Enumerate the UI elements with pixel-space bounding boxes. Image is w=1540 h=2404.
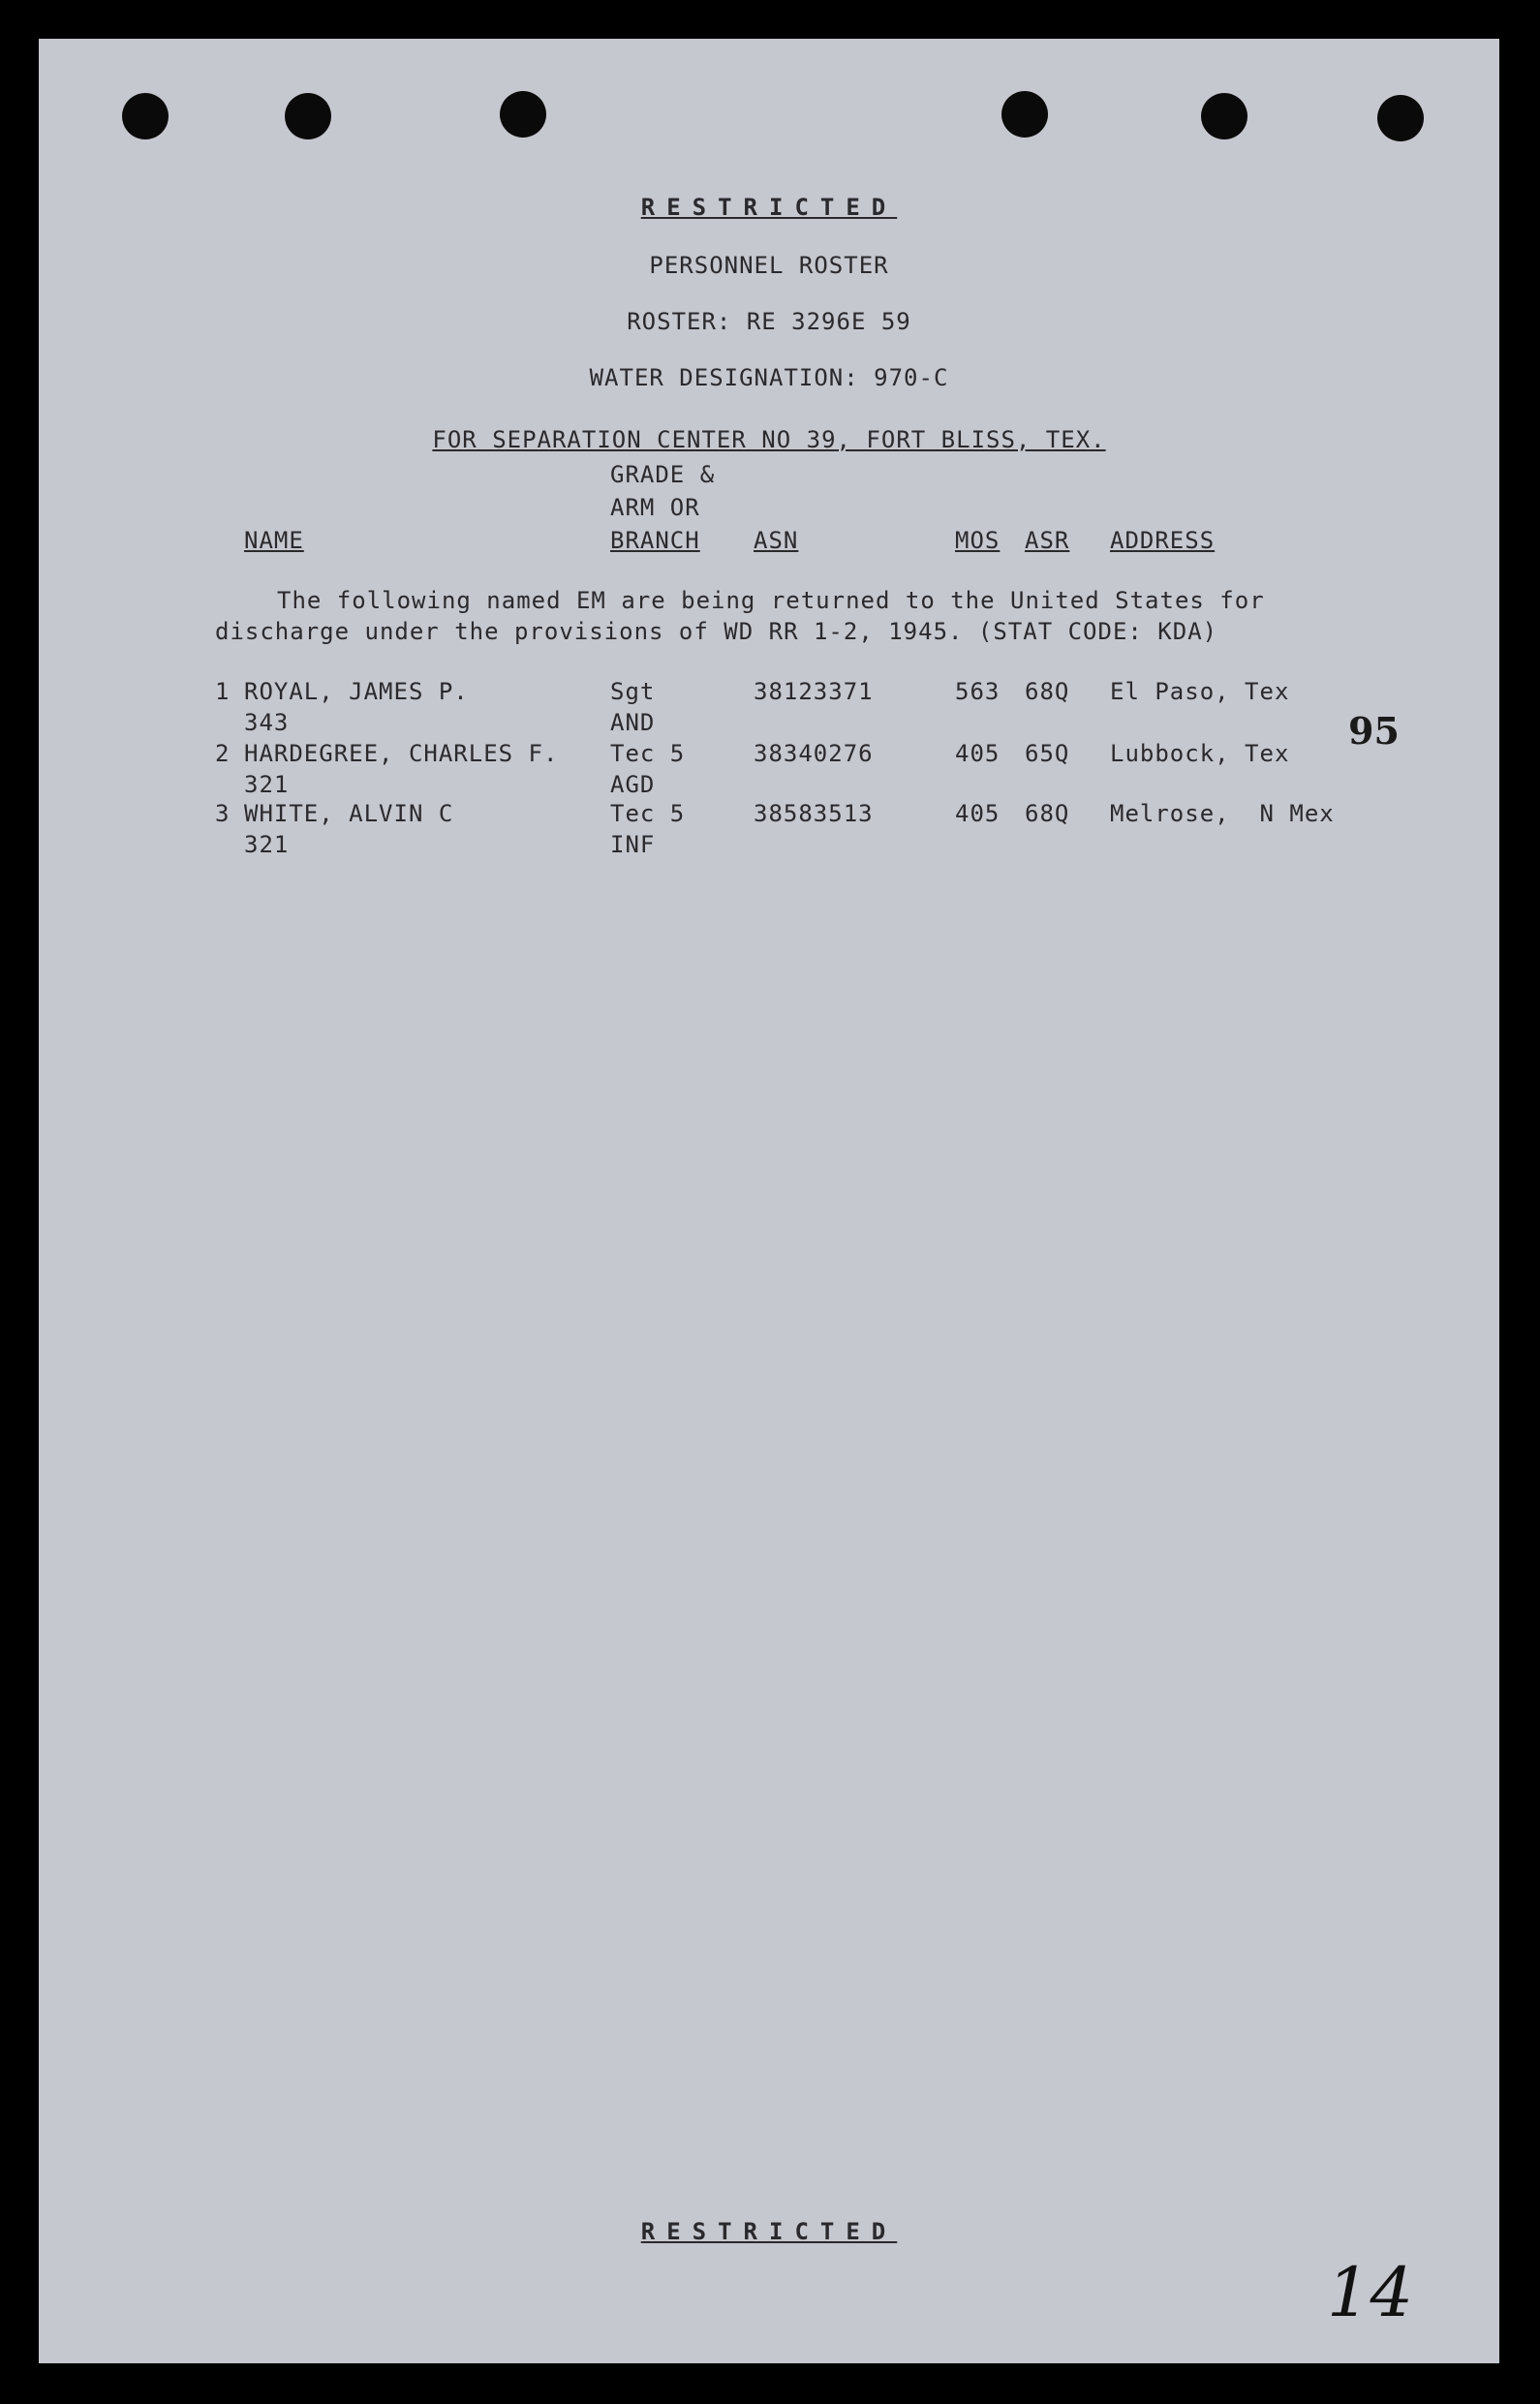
classification-footer: RESTRICTED — [640, 2218, 898, 2245]
row-asn: 38583513 — [754, 800, 874, 827]
column-grade-line1: GRADE & — [610, 461, 716, 488]
column-grade-line3: BRANCH — [610, 527, 700, 554]
row-address: El Paso, Tex — [1110, 678, 1290, 705]
stamped-number: 95 — [1348, 709, 1400, 753]
roster-number: ROSTER: RE 3296E 59 — [627, 308, 911, 335]
column-asn: ASN — [754, 527, 799, 554]
row-name: HARDEGREE, CHARLES F. — [244, 740, 559, 767]
row-name: ROYAL, JAMES P. — [244, 678, 469, 705]
row-number: 3 — [215, 800, 231, 827]
row-mos: 563 — [955, 678, 1001, 705]
row-mos: 405 — [955, 800, 1001, 827]
row-grade: Tec 5 — [610, 740, 686, 767]
column-address: ADDRESS — [1110, 527, 1216, 554]
row-asr: 68Q — [1025, 800, 1070, 827]
row-asn: 38123371 — [754, 678, 874, 705]
row-sub-number: 321 — [244, 831, 290, 858]
destination-line: FOR SEPARATION CENTER NO 39, FORT BLISS, TEX. — [432, 426, 1106, 453]
intro-line-2: discharge under the provisions of WD RR 1-2, 1945. (STAT CODE: KDA) — [215, 618, 1218, 645]
column-name: NAME — [244, 527, 304, 554]
row-asr: 65Q — [1025, 740, 1070, 767]
row-branch: AGD — [610, 771, 656, 798]
punch-hole — [500, 91, 546, 138]
row-asr: 68Q — [1025, 678, 1070, 705]
row-asn: 38340276 — [754, 740, 874, 767]
row-sub-number: 321 — [244, 771, 290, 798]
column-asr: ASR — [1025, 527, 1070, 554]
handwritten-page-number: 14 — [1327, 2253, 1414, 2332]
row-grade: Sgt — [610, 678, 656, 705]
punch-hole — [122, 93, 169, 139]
water-designation: WATER DESIGNATION: 970-C — [589, 364, 949, 391]
row-grade: Tec 5 — [610, 800, 686, 827]
classification-header: RESTRICTED — [640, 194, 898, 221]
row-address: Lubbock, Tex — [1110, 740, 1290, 767]
row-name: WHITE, ALVIN C — [244, 800, 454, 827]
column-mos: MOS — [955, 527, 1001, 554]
punch-hole — [1377, 95, 1424, 141]
punch-hole — [1201, 93, 1247, 139]
punch-hole — [1001, 91, 1048, 138]
row-sub-number: 343 — [244, 709, 290, 736]
intro-line-1: The following named EM are being returned to the United States for — [277, 587, 1265, 614]
document-page — [39, 39, 1499, 2363]
row-branch: AND — [610, 709, 656, 736]
row-number: 1 — [215, 678, 231, 705]
row-number: 2 — [215, 740, 231, 767]
column-grade-line2: ARM OR — [610, 494, 700, 521]
row-mos: 405 — [955, 740, 1001, 767]
row-branch: INF — [610, 831, 656, 858]
row-address: Melrose, N Mex — [1110, 800, 1335, 827]
document-title: PERSONNEL ROSTER — [649, 252, 889, 279]
punch-hole — [285, 93, 331, 139]
